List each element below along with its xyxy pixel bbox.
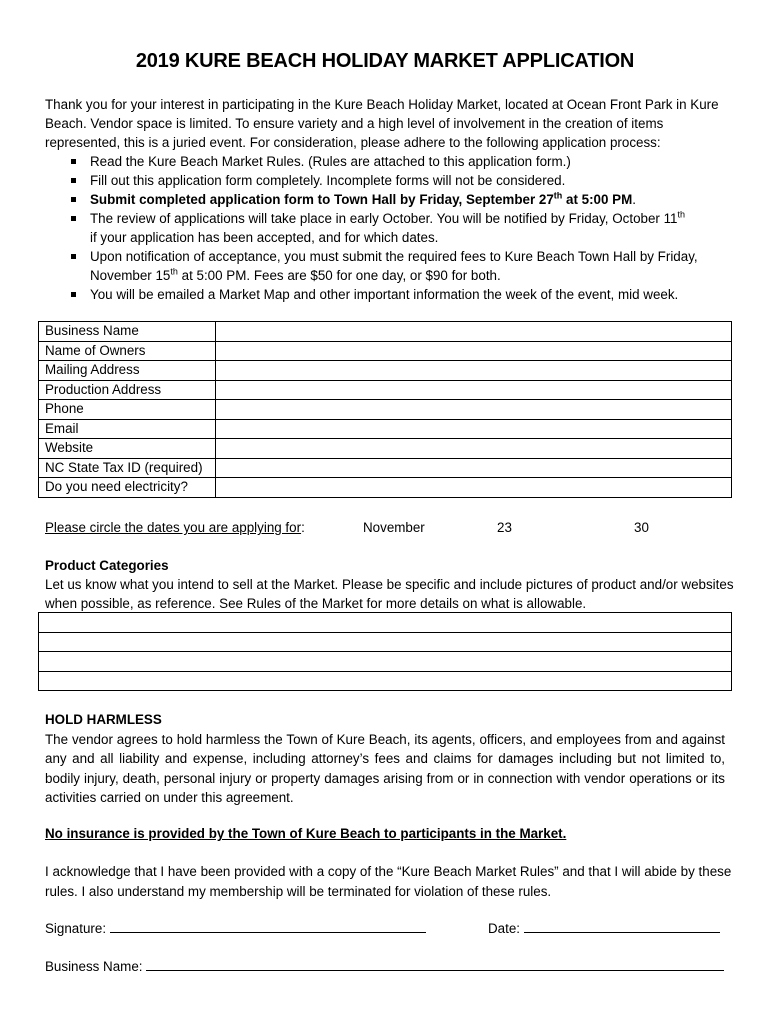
square-bullet-icon (71, 292, 76, 297)
list-item: You will be emailed a Market Map and other important information the week of the event, mid week. (45, 285, 735, 304)
email-field[interactable] (216, 419, 732, 439)
row-label: Do you need electricity? (39, 478, 216, 498)
acknowledgement-section (45, 862, 735, 901)
square-bullet-icon (71, 178, 76, 183)
production-address-field[interactable] (216, 380, 732, 400)
product-line-field[interactable] (39, 613, 732, 633)
product-categories-heading: Product Categories (45, 558, 169, 573)
row-label: Email (39, 419, 216, 439)
business-name-field[interactable] (216, 322, 732, 342)
table-row (39, 458, 732, 478)
table-row (39, 632, 732, 652)
signature-line[interactable] (110, 918, 426, 933)
table-row (39, 671, 732, 691)
row-label: Website (39, 439, 216, 459)
product-categories-section (45, 556, 735, 613)
date-line[interactable] (524, 918, 720, 933)
table-row (39, 439, 732, 459)
list-item: Submit completed application form to Town Hall by Friday, September 27th at 5:00 PM. (45, 190, 735, 209)
table-row (39, 652, 732, 672)
hold-harmless-text: The vendor agrees to hold harmless the Town of Kure Beach, its agents, officers, and employees from and against any and all liability and expense, including attorney’s fees and claims for damages including but not limited to, bodily injury, death, personal injury or property damages arising from or in connection with vendor operations or its activities carried on under this agreement. (45, 731, 725, 805)
month-label: November (363, 520, 425, 535)
signature-row (45, 918, 426, 938)
square-bullet-icon (71, 197, 76, 202)
product-line-field[interactable] (39, 632, 732, 652)
table-row (39, 613, 732, 633)
mailing-address-field[interactable] (216, 361, 732, 381)
website-field[interactable] (216, 439, 732, 459)
list-item: Read the Kure Beach Market Rules. (Rules are attached to this application form.) (45, 152, 735, 171)
date-row (488, 918, 720, 938)
date-option-23[interactable]: 23 (497, 520, 512, 535)
table-row (39, 361, 732, 381)
electricity-field[interactable] (216, 478, 732, 498)
business-name-row (45, 956, 724, 976)
product-categories-table (38, 612, 732, 691)
list-item: Fill out this application form completely. Incomplete forms will not be considered. (45, 171, 735, 190)
hold-harmless-heading: HOLD HARMLESS (45, 712, 162, 727)
square-bullet-icon (71, 159, 76, 164)
dates-prompt: Please circle the dates you are applying for (45, 520, 302, 535)
row-label: Name of Owners (39, 341, 216, 361)
page-title: 2019 KURE BEACH HOLIDAY MARKET APPLICATION (135, 50, 635, 72)
no-insurance-notice: No insurance is provided by the Town of Kure Beach to participants in the Market. (45, 826, 567, 841)
business-name-line[interactable] (146, 956, 724, 971)
table-row (39, 380, 732, 400)
row-label: Business Name (39, 322, 216, 342)
row-label: NC State Tax ID (required) (39, 458, 216, 478)
row-label: Production Address (39, 380, 216, 400)
product-line-field[interactable] (39, 652, 732, 672)
owners-field[interactable] (216, 341, 732, 361)
date-option-30[interactable]: 30 (634, 520, 649, 535)
business-info-table (38, 321, 732, 498)
hold-harmless-section (45, 710, 725, 808)
dates-section: Please circle the dates you are applying for: November 23 30 (45, 520, 649, 535)
tax-id-field[interactable] (216, 458, 732, 478)
square-bullet-icon (71, 254, 76, 259)
list-item: Upon notification of acceptance, you must submit the required fees to Kure Beach Town Hall by Friday, November 15th at 5:00 PM. Fees are $50 for one day, or $90 for both. (45, 247, 735, 285)
product-categories-text: Let us know what you intend to sell at the Market. Please be specific and include pictures of product and/or websites when possible, as reference. See Rules of the Market for more details on what is allowable. (45, 577, 734, 611)
list-item: The review of applications will take place in early October. You will be notified by Friday, October 11th if your application has been accepted, and for which dates. (45, 209, 735, 247)
table-row (39, 478, 732, 498)
signature-label: Signature: (45, 921, 107, 936)
table-row (39, 419, 732, 439)
process-list (45, 152, 735, 304)
intro-section (45, 95, 735, 304)
table-row (39, 400, 732, 420)
business-name-label: Business Name: (45, 959, 143, 974)
row-label: Mailing Address (39, 361, 216, 381)
row-label: Phone (39, 400, 216, 420)
acknowledgement-text: I acknowledge that I have been provided with a copy of the “Kure Beach Market Rules” and that I will abide by these rules. I also understand my membership will be terminated for violation of these rules. (45, 864, 732, 899)
square-bullet-icon (71, 216, 76, 221)
phone-field[interactable] (216, 400, 732, 420)
intro-paragraph: Thank you for your interest in participating in the Kure Beach Holiday Market, located at Ocean Front Park in Kure Beach. Vendor space is limited. To ensure variety and a high level of involvement in the creation of items represented, this is a juried event. For consideration, please adhere to the following application process: (45, 97, 719, 150)
product-line-field[interactable] (39, 671, 732, 691)
table-row (39, 322, 732, 342)
date-label: Date: (488, 921, 521, 936)
table-row (39, 341, 732, 361)
